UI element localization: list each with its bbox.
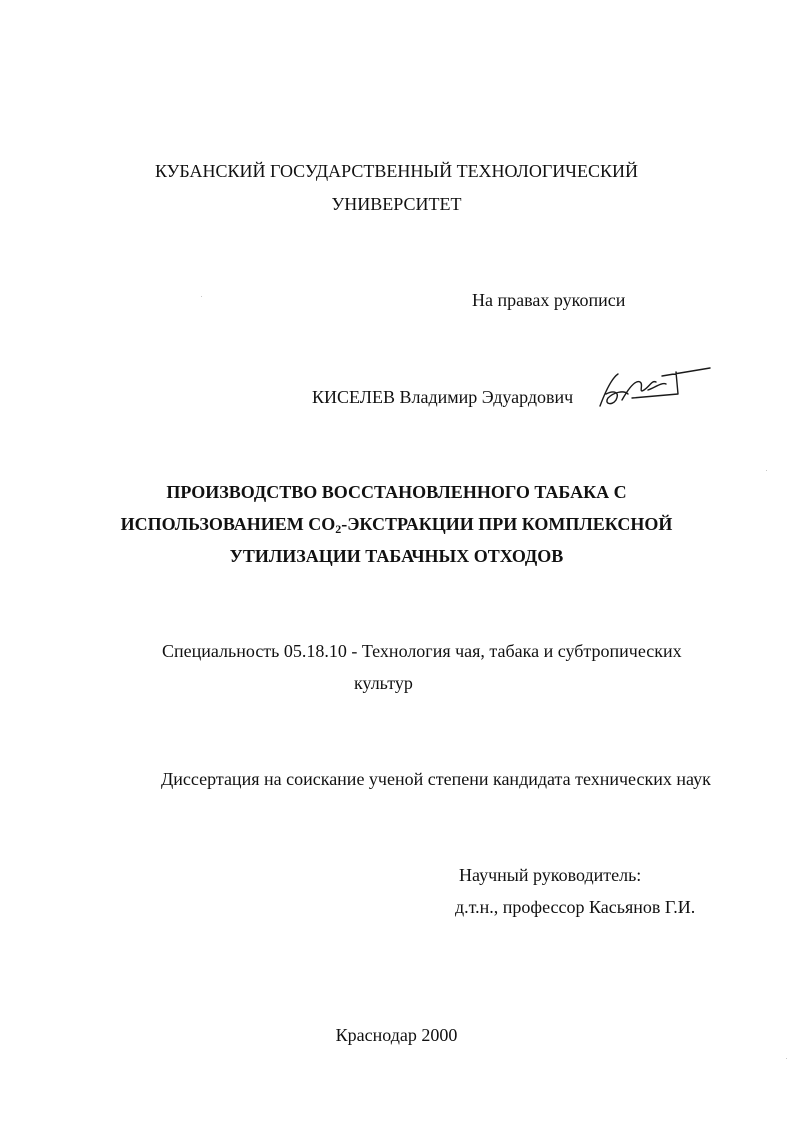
manuscript-note: На правах рукописи <box>472 290 626 310</box>
thesis-title-line-1: ПРОИЗВОДСТВО ВОССТАНОВЛЕННОГО ТАБАКА С <box>166 482 627 502</box>
thesis-title-subscript: 2 <box>335 522 342 536</box>
dissertation-statement: Диссертация на соискание ученой степени кандидата технических наук <box>161 769 711 789</box>
city-year: Краснодар 2000 <box>335 1025 458 1045</box>
specialty-line-2: культур <box>354 673 413 693</box>
specialty-line-1: Специальность 05.18.10 - Технология чая, табака и субтропических <box>162 641 682 661</box>
thesis-title-line-2 <box>0 513 793 540</box>
thesis-title-line-2-prefix: ИСПОЛЬЗОВАНИЕМ СО <box>120 514 336 534</box>
university-name-line-2: УНИВЕРСИТЕТ <box>331 194 462 214</box>
signature-image <box>592 360 712 416</box>
author-name: КИСЕЛЕВ Владимир Эдуардович <box>312 387 574 407</box>
university-name-line-1: КУБАНСКИЙ ГОСУДАРСТВЕННЫЙ ТЕХНОЛОГИЧЕСКИЙ <box>155 161 638 181</box>
thesis-title-line-2-suffix: -ЭКСТРАКЦИИ ПРИ КОМПЛЕКСНОЙ <box>341 514 673 534</box>
advisor-name: д.т.н., профессор Касьянов Г.И. <box>455 897 696 917</box>
thesis-title-line-3: УТИЛИЗАЦИИ ТАБАЧНЫХ ОТХОДОВ <box>229 546 564 566</box>
scan-speck <box>786 1058 787 1059</box>
advisor-label: Научный руководитель: <box>459 865 642 885</box>
scan-speck <box>766 470 767 471</box>
scan-speck <box>201 296 202 297</box>
